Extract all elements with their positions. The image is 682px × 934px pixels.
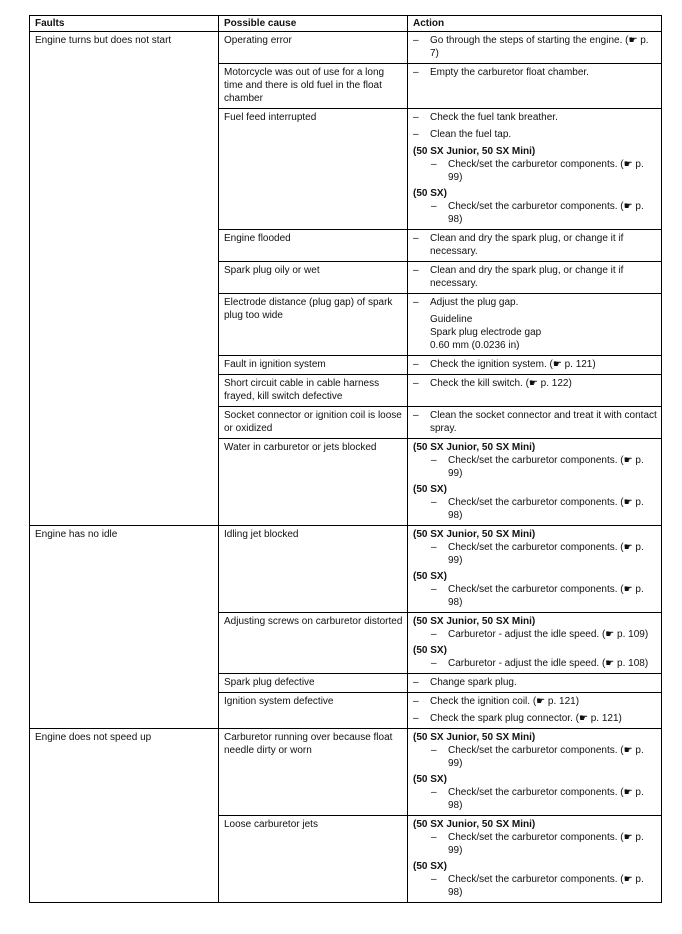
cause-cell: Adjusting screws on carburetor distorted [219,613,408,674]
dash-bullet: – [413,35,419,46]
model-label: (50 SX) [413,484,447,495]
model-label: (50 SX) [413,861,447,872]
action-cell [408,64,662,109]
action-cell [408,109,662,230]
fault-cell: Engine does not speed up [30,729,219,903]
sub-action-item [431,496,657,522]
dash-bullet: – [413,378,419,389]
action-text: Check/set the carburetor components. (☛ p. 98) [448,201,644,225]
cause-cell: Fuel feed interrupted [219,109,408,230]
guideline-line: 0.60 mm (0.0236 in) [430,340,520,351]
sub-action-item [431,744,657,770]
header-possible-cause: Possible cause [219,16,408,32]
action-item [413,296,657,309]
header-faults: Faults [30,16,219,32]
action-cell [408,729,662,816]
action-item [413,66,657,79]
sub-action-item [431,541,657,567]
action-item [413,128,657,141]
cause-cell: Water in carburetor or jets blocked [219,439,408,526]
model-label: (50 SX Junior, 50 SX Mini) [413,146,536,157]
action-item [413,34,657,60]
action-text: Check/set the carburetor components. (☛ p. 99) [448,745,644,769]
dash-bullet: – [413,359,419,370]
action-text: Empty the carburetor float chamber. [430,67,589,78]
action-text: Clean and dry the spark plug, or change it if necessary. [430,233,624,257]
cause-cell: Motorcycle was out of use for a long time and there is old fuel in the float chamber [219,64,408,109]
action-text: Change spark plug. [430,677,517,688]
action-text: Check/set the carburetor components. (☛ p. 99) [448,832,644,856]
action-item [413,111,657,124]
cause-cell: Carburetor running over because float needle dirty or worn [219,729,408,816]
action-text: Check/set the carburetor components. (☛ p. 98) [448,497,644,521]
action-text: Carburetor - adjust the idle speed. (☛ p. 109) [448,629,649,640]
cause-cell: Socket connector or ignition coil is loose or oxidized [219,407,408,439]
dash-bullet: – [431,497,437,508]
model-label: (50 SX Junior, 50 SX Mini) [413,732,536,743]
action-item [413,264,657,290]
dash-bullet: – [431,832,437,843]
guideline-line: Spark plug electrode gap [430,327,542,338]
dash-bullet: – [431,455,437,466]
sub-action-item [431,454,657,480]
cause-cell: Idling jet blocked [219,526,408,613]
dash-bullet: – [413,677,419,688]
table-row [30,526,662,613]
guideline-block [430,313,657,352]
action-item [413,377,657,390]
model-label: (50 SX) [413,645,447,656]
model-label: (50 SX Junior, 50 SX Mini) [413,616,536,627]
action-text: Check the spark plug connector. (☛ p. 121) [430,713,622,724]
sub-action-item [431,657,657,670]
action-text: Check the ignition coil. (☛ p. 121) [430,696,580,707]
action-cell [408,375,662,407]
action-cell [408,439,662,526]
action-text: Check/set the carburetor components. (☛ p. 98) [448,787,644,811]
dash-bullet: – [413,112,419,123]
sub-action-item [431,873,657,899]
header-row [30,16,662,32]
dash-bullet: – [431,658,437,669]
action-text: Check/set the carburetor components. (☛ p. 99) [448,455,644,479]
guideline-line: Guideline [430,314,473,325]
model-label: (50 SX) [413,774,447,785]
sub-action-item [431,200,657,226]
dash-bullet: – [431,787,437,798]
cause-cell: Spark plug oily or wet [219,262,408,294]
action-text: Check the fuel tank breather. [430,112,558,123]
action-cell [408,816,662,903]
sub-action-item [431,158,657,184]
action-item [413,409,657,435]
dash-bullet: – [413,129,419,140]
action-text: Check/set the carburetor components. (☛ p. 99) [448,159,644,183]
model-label: (50 SX) [413,188,447,199]
cause-cell: Loose carburetor jets [219,816,408,903]
dash-bullet: – [413,297,419,308]
fault-cell: Engine has no idle [30,526,219,729]
dash-bullet: – [431,542,437,553]
dash-bullet: – [413,713,419,724]
model-label: (50 SX Junior, 50 SX Mini) [413,529,536,540]
dash-bullet: – [413,265,419,276]
cause-cell: Spark plug defective [219,674,408,693]
action-text: Check/set the carburetor components. (☛ p. 98) [448,874,644,898]
dash-bullet: – [413,696,419,707]
cause-cell: Engine flooded [219,230,408,262]
action-cell [408,356,662,375]
dash-bullet: – [431,629,437,640]
dash-bullet: – [413,233,419,244]
cause-cell: Electrode distance (plug gap) of spark plug too wide [219,294,408,356]
action-item [413,358,657,371]
table-row [30,729,662,816]
action-cell [408,674,662,693]
fault-cell: Engine turns but does not start [30,32,219,526]
dash-bullet: – [413,67,419,78]
dash-bullet: – [431,874,437,885]
cause-cell: Ignition system defective [219,693,408,729]
action-cell [408,693,662,729]
action-item [413,676,657,689]
cause-cell: Fault in ignition system [219,356,408,375]
action-text: Check the kill switch. (☛ p. 122) [430,378,572,389]
cause-cell: Operating error [219,32,408,64]
model-label: (50 SX Junior, 50 SX Mini) [413,442,536,453]
action-text: Check/set the carburetor components. (☛ p. 98) [448,584,644,608]
cause-cell: Short circuit cable in cable harness frayed, kill switch defective [219,375,408,407]
model-label: (50 SX) [413,571,447,582]
table-row [30,32,662,64]
sub-action-item [431,628,657,641]
action-cell [408,262,662,294]
action-text: Clean the socket connector and treat it with contact spray. [430,410,657,434]
sub-action-item [431,583,657,609]
sub-action-item [431,831,657,857]
action-cell [408,613,662,674]
action-text: Check/set the carburetor components. (☛ p. 99) [448,542,644,566]
action-text: Carburetor - adjust the idle speed. (☛ p. 108) [448,658,649,669]
action-item [413,695,657,708]
action-text: Check the ignition system. (☛ p. 121) [430,359,596,370]
dash-bullet: – [431,745,437,756]
action-cell [408,230,662,262]
action-text: Go through the steps of starting the engine. (☛ p. 7) [430,35,649,59]
model-label: (50 SX Junior, 50 SX Mini) [413,819,536,830]
sub-action-item [431,786,657,812]
action-text: Clean the fuel tap. [430,129,512,140]
header-action: Action [408,16,662,32]
action-cell [408,32,662,64]
action-cell [408,526,662,613]
action-item [413,232,657,258]
action-cell [408,407,662,439]
action-cell [408,294,662,356]
dash-bullet: – [431,159,437,170]
dash-bullet: – [431,584,437,595]
troubleshooting-table [29,15,662,903]
action-item [413,712,657,725]
action-text: Clean and dry the spark plug, or change it if necessary. [430,265,624,289]
table-body [30,32,662,903]
dash-bullet: – [413,410,419,421]
action-text: Adjust the plug gap. [430,297,519,308]
dash-bullet: – [431,201,437,212]
